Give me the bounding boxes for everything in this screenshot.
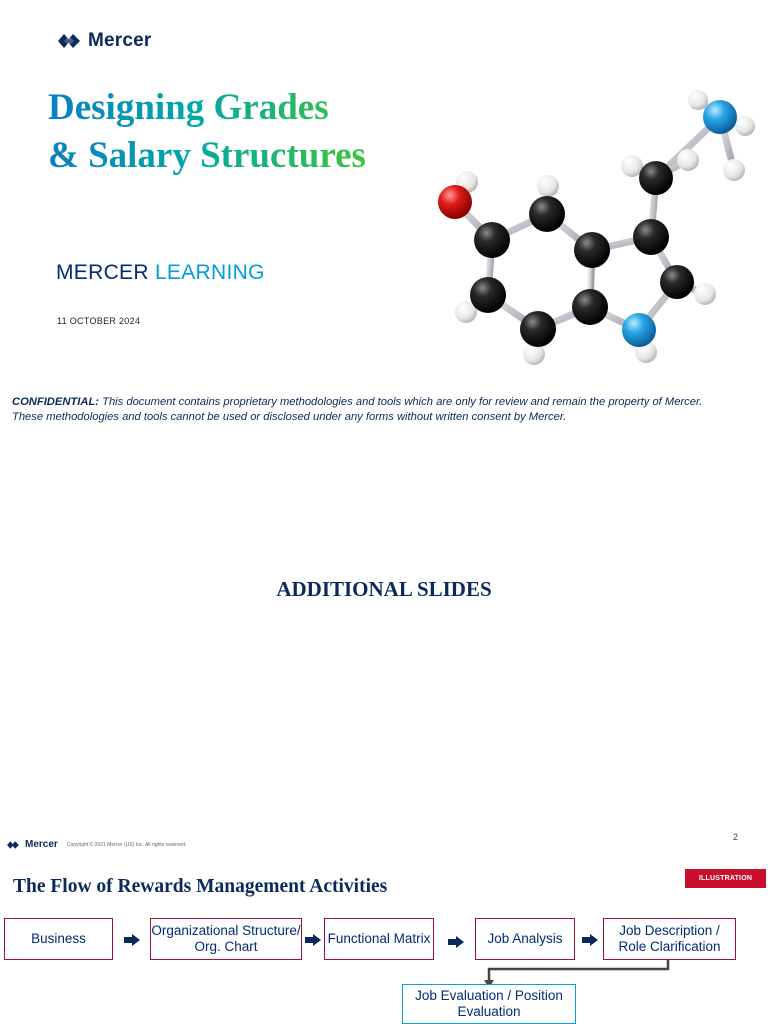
brand-learning: LEARNING — [154, 261, 265, 284]
arrow-right-icon — [582, 934, 598, 946]
illustration-badge: ILLUSTRATION — [685, 869, 766, 888]
confidential-notice — [12, 395, 768, 424]
section-title: ADDITIONAL SLIDES — [276, 577, 492, 601]
presentation-title — [48, 84, 366, 180]
rewards-flow-slide — [0, 860, 768, 1024]
footer-logo-text: Mercer — [25, 839, 58, 850]
slide-footer — [6, 839, 186, 850]
arrow-right-icon — [124, 934, 140, 946]
confidential-line-1 — [12, 395, 768, 410]
logo-text: Mercer — [88, 30, 152, 51]
page-number: 2 — [733, 832, 739, 842]
flow-step-job-evaluation: Job Evaluation / Position Evaluation — [402, 984, 576, 1024]
mercer-logo-icon — [56, 32, 82, 50]
copyright-text: Copyright © 2021 Mercer (US) Inc. All rights reserved. — [66, 841, 187, 848]
flow-step-org-structure: Organizational Structure/ Org. Chart — [150, 918, 302, 960]
arrow-right-icon — [448, 936, 464, 948]
flow-step-functional-matrix: Functional Matrix — [324, 918, 434, 960]
confidential-text-1: This document contains proprietary methodologies and tools which are only for review and remain the property of Mercer. — [99, 396, 703, 408]
mercer-logo — [56, 30, 152, 52]
molecule-image — [430, 82, 768, 382]
flow-step-job-analysis: Job Analysis — [475, 918, 575, 960]
mercer-logo-icon — [6, 840, 20, 850]
arrow-right-icon — [305, 934, 321, 946]
slide-title: The Flow of Rewards Management Activities — [13, 876, 388, 897]
flow-step-job-description: Job Description / Role Clarification — [603, 918, 736, 960]
flow-step-business: Business — [4, 918, 113, 960]
presentation-date: 11 OCTOBER 2024 — [57, 316, 141, 326]
confidential-line-2: These methodologies and tools cannot be used or disclosed under any forms without written consent by Mercer. — [12, 410, 567, 423]
additional-slides-divider — [0, 440, 768, 860]
mercer-learning-brand — [56, 261, 265, 285]
confidential-label: CONFIDENTIAL: — [12, 396, 100, 408]
brand-mercer: MERCER — [56, 261, 149, 284]
title-line-1: Designing Grades — [48, 84, 366, 132]
title-line-2: & Salary Structures — [48, 132, 366, 180]
cover-slide — [0, 0, 768, 440]
